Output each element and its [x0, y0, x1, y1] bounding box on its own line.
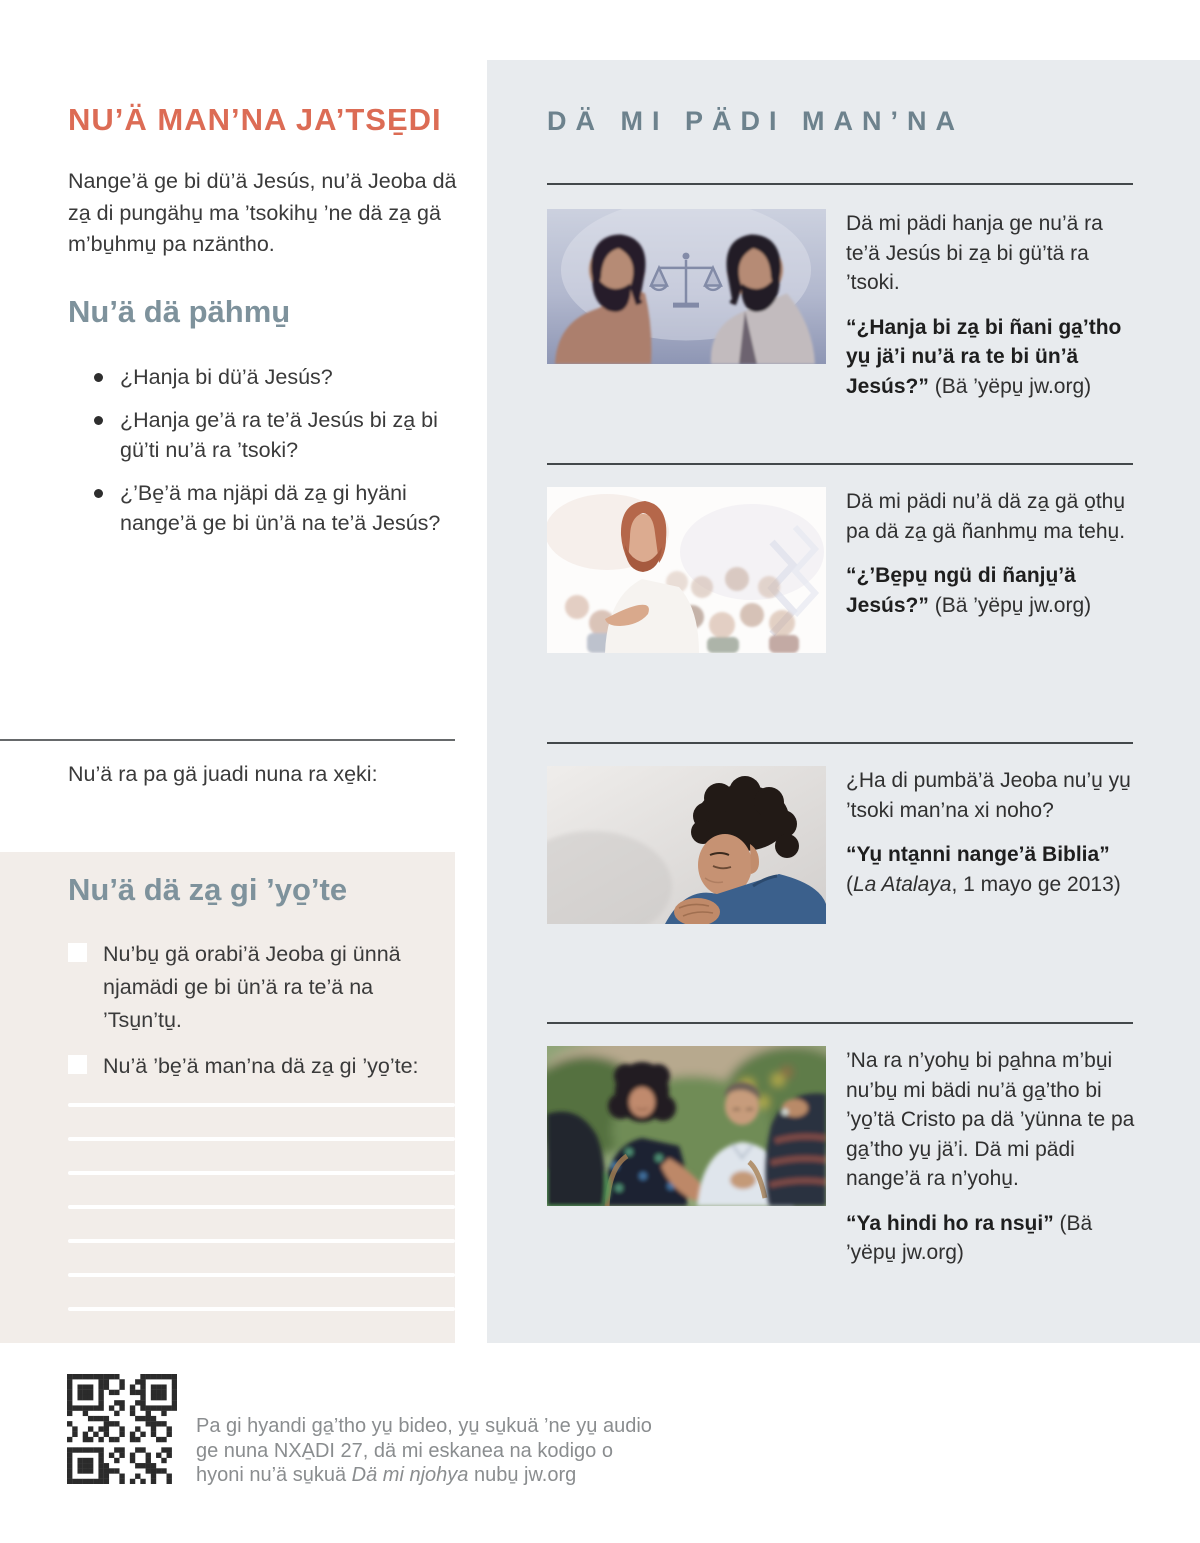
checkbox-icon: [68, 943, 87, 962]
question-item: ¿Hanja bi dü’ä Jesús?: [92, 362, 464, 393]
writing-line: [68, 1103, 455, 1107]
writing-line: [68, 1273, 455, 1277]
learn-heading: Nu’ä dä pähmu̱: [68, 294, 291, 329]
section-divider: [547, 463, 1133, 465]
todo-label: Nu’bu̱ gä orabi’ä Jeoba gi ünnä njamädi ge bi ün’ä ra te’ä na ’Tsu̱n’tu̱.: [103, 942, 401, 1032]
section-source: (Bä ’yëpu̱ jw.org): [846, 1211, 1093, 1264]
booklet-title: Dä mi njohya: [351, 1464, 469, 1486]
section-lead: ¿Ha di pumbä’ä Jeoba nu’u̱ yu̱ ’tsoki man’na xi noho?: [846, 769, 1131, 822]
section-lead: ’Na ra n’yohu̱ bi pa̱hna m’bu̱i nu’bu̱ mi bädi nu’ä ga̱’tho bi ’yo̱’tä Cristo pa dä ’yünna te pa ga̱’tho yu̱ jä’i. Dä mi pädi nange’ä ra n’yohu̱.: [846, 1049, 1135, 1190]
qr-code: [67, 1374, 177, 1484]
todo-item: [68, 1050, 428, 1083]
todo-item: [68, 938, 428, 1037]
praying-man-image: [547, 766, 826, 924]
writing-line: [68, 1137, 455, 1141]
study-section-2: [547, 487, 1137, 653]
section-divider: [547, 742, 1133, 744]
checkbox-icon: [68, 1055, 87, 1074]
section-divider: [547, 183, 1133, 185]
section-quote: “Ya hindi ho ra nsu̱i”: [846, 1211, 1054, 1235]
judgment-scales-image: [547, 209, 826, 364]
study-panel: [487, 60, 1200, 1343]
question-item: ¿’Be̱’ä ma njäpi dä za̱ gi hyäni nange’ä ge bi ün’ä na te’ä Jesús?: [92, 478, 464, 539]
writing-lines: [68, 1103, 455, 1341]
writing-line: [68, 1239, 455, 1243]
question-item: ¿Hanja ge’ä ra te’ä Jesús bi za̱ bi gü’ti nu’ä ra ’tsoki?: [92, 405, 464, 466]
section-source: (Bä ’yëpu̱ jw.org): [934, 374, 1092, 398]
page-title: NU’Ä MAN’NA JA’TSE̱DI: [68, 102, 442, 137]
questions-list: [92, 362, 464, 551]
writing-line: [68, 1205, 455, 1209]
finish-prompt: Nu’ä ra pa gä juadi nuna ra xe̱ki:: [68, 762, 378, 786]
section-text: [846, 487, 1137, 653]
section-text: [846, 1046, 1137, 1268]
section-divider: [547, 1022, 1133, 1024]
intro-paragraph: Nange’ä ge bi dü’ä Jesús, nu’ä Jeoba dä za̱ di pungähu̱ ma ’tsokihu̱ ’ne dä za̱ gä m’bu̱hmu̱ pa nzäntho.: [68, 169, 457, 256]
section-quote: “¿Hanja bi za̱ bi ñani ga̱’tho yu̱ jä’i nu’ä ra te bi ün’ä Jesús?”: [846, 315, 1122, 398]
section-quote-line: [846, 313, 1137, 402]
study-section-4: [547, 1046, 1137, 1268]
footer-note: Pa gi hyandi ga̱’tho yu̱ bideo, yu̱ su̱kuä ’ne yu̱ audio ge nuna NXA̱DI 27, dä mi eskanea na kodigo o hyoni nu’ä su̱kuä Dä mi njohya nubu̱ jw.org: [196, 1415, 652, 1486]
section-lead: Dä mi pädi hanja ge nu’ä ra te’ä Jesús bi za̱ bi gü’tä ra ’tsoki.: [846, 212, 1103, 294]
study-section-1: [547, 209, 1137, 401]
section-source: (Bä ’yëpu̱ jw.org): [934, 593, 1092, 617]
todo-heading: Nu’ä dä za̱ gi ’yo̱’te: [68, 872, 348, 907]
section-quote: “Yu̱ nta̱nni nange’ä Biblia”: [846, 843, 1110, 866]
study-section-3: [547, 766, 1137, 924]
writing-line: [68, 1171, 455, 1175]
todo-box: [0, 852, 455, 1343]
todo-label: Nu’ä ’be̱’ä man’na dä za̱ gi ’yo̱’te:: [103, 1054, 419, 1078]
section-quote-line: [846, 1209, 1137, 1268]
writing-line: [68, 1307, 455, 1311]
section-quote-line: [846, 840, 1137, 899]
section-text: [846, 766, 1137, 924]
section-quote: “¿’Be̱pu̱ ngü di ñanju̱’ä Jesús?”: [846, 564, 1076, 617]
left-divider: [0, 739, 455, 741]
section-lead: Dä mi pädi nu’ä dä za̱ gä o̱thu̱ pa dä za̱ gä ñanhmu̱ ma tehu̱.: [846, 490, 1126, 543]
section-source: (La Atalaya, 1 mayo ge 2013): [846, 872, 1121, 896]
section-quote-line: [846, 561, 1137, 620]
section-text: [846, 209, 1137, 401]
panel-title: DÄ MI PÄDI MAN’NA: [547, 106, 964, 136]
garden-conversation-image: [547, 1046, 826, 1206]
jesus-crowd-image: [547, 487, 826, 653]
